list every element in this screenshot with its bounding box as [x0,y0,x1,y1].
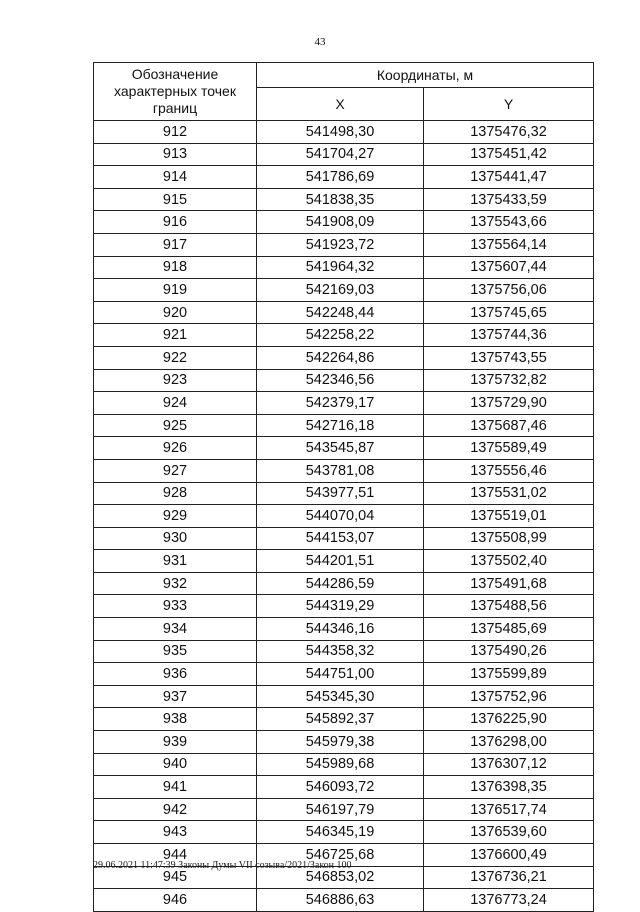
y-coordinate-cell: 1376398,35 [424,776,594,799]
x-coordinate-cell: 545989,68 [257,753,424,776]
point-number-cell: 928 [94,482,257,505]
header-point-label: Обозначение характерных точек границ [94,63,257,121]
y-coordinate-cell: 1375732,82 [424,369,594,392]
table-row [94,211,594,234]
x-coordinate-cell: 546725,68 [257,844,424,867]
table-row [94,821,594,844]
table-row [94,437,594,460]
table-row [94,550,594,573]
point-number-cell: 916 [94,211,257,234]
table-row [94,414,594,437]
y-coordinate-cell: 1376225,90 [424,708,594,731]
table-row [94,889,594,912]
x-coordinate-cell: 542716,18 [257,414,424,437]
table-header [94,63,594,121]
point-number-cell: 927 [94,459,257,482]
y-coordinate-cell: 1375433,59 [424,188,594,211]
table-row [94,572,594,595]
x-coordinate-cell: 546093,72 [257,776,424,799]
point-number-cell: 944 [94,844,257,867]
y-coordinate-cell: 1375543,66 [424,211,594,234]
point-number-cell: 926 [94,437,257,460]
y-coordinate-cell: 1375508,99 [424,527,594,550]
point-number-cell: 929 [94,505,257,528]
y-coordinate-cell: 1375564,14 [424,233,594,256]
x-coordinate-cell: 546886,63 [257,889,424,912]
table-row [94,279,594,302]
x-coordinate-cell: 543977,51 [257,482,424,505]
point-number-cell: 939 [94,731,257,754]
y-coordinate-cell: 1376773,24 [424,889,594,912]
x-coordinate-cell: 542264,86 [257,346,424,369]
y-coordinate-cell: 1375485,69 [424,618,594,641]
x-coordinate-cell: 541923,72 [257,233,424,256]
y-coordinate-cell: 1375490,26 [424,640,594,663]
y-coordinate-cell: 1375599,89 [424,663,594,686]
x-coordinate-cell: 544070,04 [257,505,424,528]
point-number-cell: 946 [94,889,257,912]
x-coordinate-cell: 543545,87 [257,437,424,460]
coordinates-table [93,62,594,912]
x-coordinate-cell: 541908,09 [257,211,424,234]
x-coordinate-cell: 541498,30 [257,121,424,144]
x-coordinate-cell: 546345,19 [257,821,424,844]
table-body [94,121,594,912]
table-row [94,166,594,189]
x-coordinate-cell: 541786,69 [257,166,424,189]
x-coordinate-cell: 541838,35 [257,188,424,211]
y-coordinate-cell: 1375752,96 [424,685,594,708]
point-number-cell: 938 [94,708,257,731]
x-coordinate-cell: 542258,22 [257,324,424,347]
point-number-cell: 917 [94,233,257,256]
y-coordinate-cell: 1376517,74 [424,798,594,821]
table-row [94,663,594,686]
point-number-cell: 924 [94,392,257,415]
table-row [94,256,594,279]
table-row [94,527,594,550]
y-coordinate-cell: 1375744,36 [424,324,594,347]
point-number-cell: 940 [94,753,257,776]
table-row [94,459,594,482]
table-row [94,346,594,369]
y-coordinate-cell: 1375589,49 [424,437,594,460]
point-number-cell: 935 [94,640,257,663]
point-number-cell: 945 [94,866,257,889]
table-row [94,685,594,708]
x-coordinate-cell: 544358,32 [257,640,424,663]
y-coordinate-cell: 1375531,02 [424,482,594,505]
point-number-cell: 932 [94,572,257,595]
y-coordinate-cell: 1376600,49 [424,844,594,867]
y-coordinate-cell: 1375756,06 [424,279,594,302]
y-coordinate-cell: 1375476,32 [424,121,594,144]
point-number-cell: 931 [94,550,257,573]
point-number-cell: 943 [94,821,257,844]
point-number-cell: 918 [94,256,257,279]
table-row [94,188,594,211]
y-coordinate-cell: 1375556,46 [424,459,594,482]
x-coordinate-cell: 541964,32 [257,256,424,279]
point-number-cell: 941 [94,776,257,799]
x-coordinate-cell: 546197,79 [257,798,424,821]
y-coordinate-cell: 1375687,46 [424,414,594,437]
x-coordinate-cell: 542346,56 [257,369,424,392]
y-coordinate-cell: 1375743,55 [424,346,594,369]
x-coordinate-cell: 543781,08 [257,459,424,482]
point-number-cell: 915 [94,188,257,211]
x-coordinate-cell: 544319,29 [257,595,424,618]
x-coordinate-cell: 545345,30 [257,685,424,708]
x-coordinate-cell: 545892,37 [257,708,424,731]
x-coordinate-cell: 544346,16 [257,618,424,641]
point-number-cell: 922 [94,346,257,369]
table-row [94,595,594,618]
point-number-cell: 933 [94,595,257,618]
y-coordinate-cell: 1375441,47 [424,166,594,189]
table-row [94,776,594,799]
point-number-cell: 925 [94,414,257,437]
table-row [94,708,594,731]
table-row [94,392,594,415]
x-coordinate-cell: 544751,00 [257,663,424,686]
point-number-cell: 919 [94,279,257,302]
page-number: 43 [314,36,326,48]
table-row [94,482,594,505]
y-coordinate-cell: 1376307,12 [424,753,594,776]
x-coordinate-cell: 544201,51 [257,550,424,573]
y-coordinate-cell: 1375488,56 [424,595,594,618]
header-x: X [257,88,424,121]
point-number-cell: 920 [94,301,257,324]
x-coordinate-cell: 545979,38 [257,731,424,754]
point-number-cell: 936 [94,663,257,686]
x-coordinate-cell: 541704,27 [257,143,424,166]
point-number-cell: 937 [94,685,257,708]
table-row [94,505,594,528]
point-number-cell: 923 [94,369,257,392]
header-coordinates: Координаты, м [257,63,594,88]
table-row [94,324,594,347]
point-number-cell: 921 [94,324,257,347]
x-coordinate-cell: 542379,17 [257,392,424,415]
table-row [94,798,594,821]
table-row [94,143,594,166]
y-coordinate-cell: 1375491,68 [424,572,594,595]
table-row [94,618,594,641]
point-number-cell: 930 [94,527,257,550]
point-number-cell: 942 [94,798,257,821]
point-number-cell: 934 [94,618,257,641]
footer-note: 29.06.2021 11:47:39 Законы Думы VII созыва/2021/Закон 100 [93,860,352,871]
point-number-cell: 914 [94,166,257,189]
y-coordinate-cell: 1375519,01 [424,505,594,528]
header-y: Y [424,88,594,121]
point-number-cell: 913 [94,143,257,166]
y-coordinate-cell: 1376539,60 [424,821,594,844]
table-row [94,121,594,144]
y-coordinate-cell: 1375729,90 [424,392,594,415]
x-coordinate-cell: 546853,02 [257,866,424,889]
x-coordinate-cell: 544153,07 [257,527,424,550]
y-coordinate-cell: 1376736,21 [424,866,594,889]
y-coordinate-cell: 1375502,40 [424,550,594,573]
y-coordinate-cell: 1375607,44 [424,256,594,279]
table-row [94,369,594,392]
y-coordinate-cell: 1375745,65 [424,301,594,324]
table-row [94,753,594,776]
table-row [94,640,594,663]
x-coordinate-cell: 542169,03 [257,279,424,302]
y-coordinate-cell: 1375451,42 [424,143,594,166]
table-row [94,731,594,754]
table-row [94,233,594,256]
table-row [94,301,594,324]
x-coordinate-cell: 544286,59 [257,572,424,595]
point-number-cell: 912 [94,121,257,144]
y-coordinate-cell: 1376298,00 [424,731,594,754]
x-coordinate-cell: 542248,44 [257,301,424,324]
